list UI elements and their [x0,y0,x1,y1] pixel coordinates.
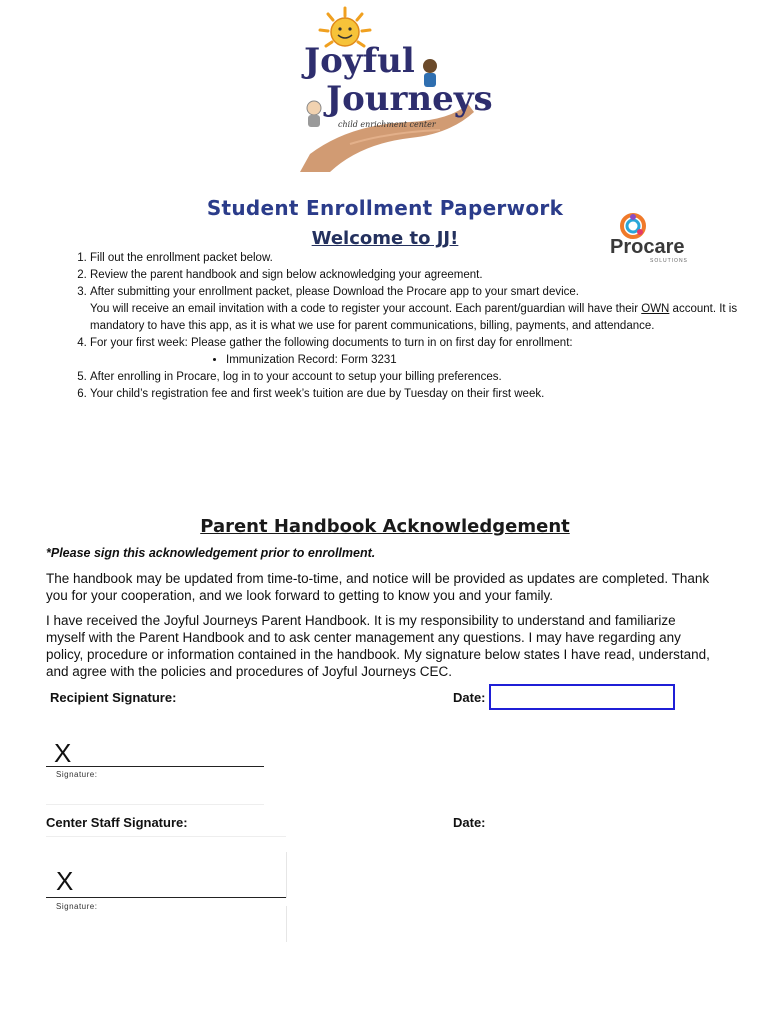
step-3-own: OWN [641,303,670,315]
document-item: • Immunization Record: Form 3231 [226,352,750,369]
staff-signature-label: Center Staff Signature: [46,815,188,830]
divider [286,852,287,898]
joyful-journeys-logo [290,4,493,172]
step-text: After submitting your enrollment packet, please Download the Procare app to your smart device. [90,286,579,298]
document-list [90,352,750,369]
step-text: Your child’s registration fee and first week’s tuition are due by Tuesday on their first week. [90,388,545,400]
step-text: Fill out the enrollment packet below. [90,252,273,264]
step-item [90,284,750,335]
staff-signature-x: X [56,866,74,896]
step-item [90,267,750,284]
acknowledgement-note: *Please sign this acknowledgement prior to enrollment. [46,546,376,560]
divider [46,836,286,837]
step-3-detail-before: You will receive an email invitation with a code to register your account. Each parent/guardian will have their [90,303,642,315]
step-item [90,386,750,403]
recipient-date-field[interactable] [489,684,675,710]
welcome-heading: Welcome to JJ! [311,228,459,249]
step-item [90,335,750,369]
logo-line-1: Joyful [304,41,415,81]
step-item [90,250,750,267]
page-title: Student Enrollment Paperwork [206,196,564,220]
recipient-date-label: Date: [453,690,486,705]
procare-subtitle: SOLUTIONS [650,258,688,264]
step-text: After enrolling in Procare, log in to your account to setup your billing preferences. [90,371,502,383]
procare-name: Procare [610,236,685,258]
step-text: For your first week: Please gather the following documents to turn in on first day for enrollment: [90,337,573,349]
staff-signature-caption: Signature: [56,902,98,911]
recipient-signature-caption: Signature: [56,770,98,779]
step-text: Review the parent handbook and sign below acknowledging your agreement. [90,269,483,281]
step-item [90,369,750,386]
logo-line-2: Journeys [326,79,493,119]
divider [46,804,264,805]
recipient-signature-x: X [54,738,72,768]
acknowledgement-paragraph-2: I have received the Joyful Journeys Parent Handbook. It is my responsibility to understand and familiarize myself with the Parent Handbook and to ask center management any questions. I may have regarding any policy, procedure or information contained in the handbook. My signature below states I have read, understand, and agree with the policies and procedures of Joyful Journeys CEC. [46,613,710,679]
staff-signature-line[interactable] [46,897,286,898]
recipient-signature-line[interactable] [46,766,264,767]
step-3-detail-after: account. It is mandatory to have this app, as it is what we use for parent communications, billing, payments, and attendance. [90,303,738,332]
recipient-signature-label: Recipient Signature: [50,690,177,705]
enrollment-steps [44,250,750,403]
staff-date-label: Date: [453,815,486,830]
acknowledgement-title: Parent Handbook Acknowledgement [200,516,570,537]
divider [286,906,287,942]
acknowledgement-paragraph-1: The handbook may be updated from time-to-time, and notice will be provided as updates are completed. Thank you for your cooperation, and we look forward to getting to know you and your family. [46,571,710,603]
logo-tagline: child enrichment center [338,120,436,129]
